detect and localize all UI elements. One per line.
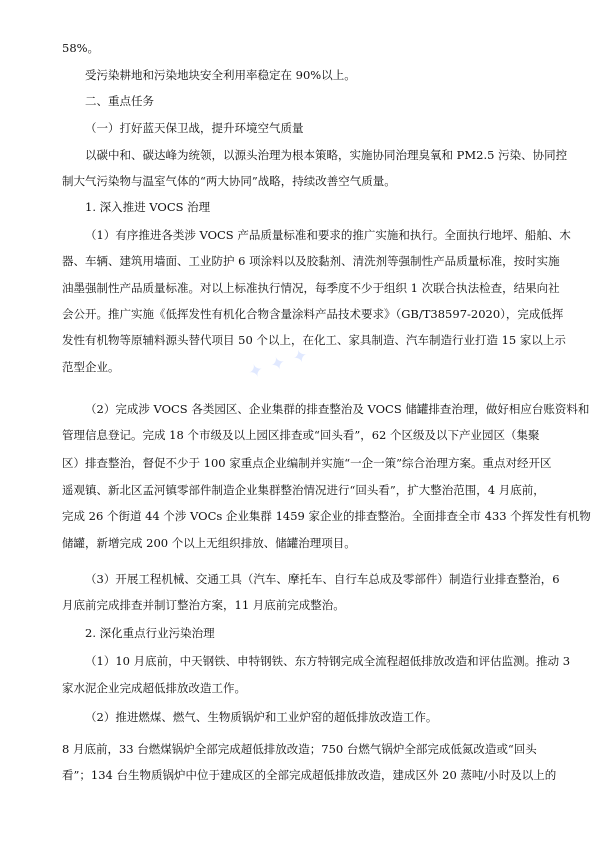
subsection-heading: （一）打好蓝天保卫战，提升环境空气质量 bbox=[85, 121, 304, 135]
text-line: （1）10 月底前，中天钢铁、申特钢铁、东方特钢完成全流程超低排放改造和评估监测。推动 3 bbox=[85, 654, 571, 668]
text-line: （2）推进燃煤、燃气、生物质锅炉和工业炉窑的超低排放改造工作。 bbox=[85, 710, 438, 724]
item-heading: 1. 深入推进 VOCS 治理 bbox=[85, 200, 211, 214]
text-line: 器、车辆、建筑用墙面、工业防护 6 项涂料以及胶黏剂、清洗剂等强制性产品质量标准，按时实施 bbox=[62, 254, 560, 268]
text-line: 以碳中和、碳达峰为统领，以源头治理为根本策略，实施协同治理臭氧和 PM2.5 污染、协同控 bbox=[85, 148, 568, 162]
text-line: 储罐，新增完成 200 个以上无组织排放、储罐治理项目。 bbox=[62, 536, 356, 550]
text-line: 发性有机物等原辅料源头替代项目 50 个以上，在化工、家具制造、汽车制造行业打造 15 家以上示 bbox=[62, 333, 566, 347]
text-line: 范型企业。 bbox=[62, 360, 120, 374]
text-line: 油墨强制性产品质量标准。对以上标准执行情况，每季度不少于组织 1 次联合执法检查，结果向社 bbox=[62, 281, 560, 295]
text-line: 完成 26 个街道 44 个涉 VOCs 企业集群 1459 家企业的排查整治。全面排查全市 433 个挥发性有机物 bbox=[62, 509, 591, 523]
text-line: （1）有序推进各类涉 VOCS 产品质量标准和要求的推广实施和执行。全面执行地坪、船舶、木 bbox=[85, 228, 571, 242]
text-line: 家水泥企业完成超低排放改造工作。 bbox=[62, 681, 246, 695]
text-line: 遥观镇、新北区孟河镇零部件制造企业集群整治情况进行“回头看”，扩大整治范围，4 月底前， bbox=[62, 483, 545, 497]
text-line: 58%。 bbox=[62, 41, 100, 55]
text-line: 看”；134 台生物质锅炉中位于建成区的全部完成超低排放改造，建成区外 20 蒸吨/小时及以上的 bbox=[62, 768, 557, 782]
item-heading: 2. 深化重点行业污染治理 bbox=[85, 626, 215, 640]
text-line: 制大气污染物与温室气体的“两大协同”战略，持续改善空气质量。 bbox=[62, 174, 396, 188]
text-line: 区）排查整治，督促不少于 100 家重点企业编制并实施“一企一策”综合治理方案。重点对经开区 bbox=[62, 456, 552, 470]
text-line: 会公开。推广实施《低挥发性有机化合物含量涂料产品技术要求》（GB/T38597-2020），完成低挥 bbox=[62, 307, 564, 321]
text-line: 受污染耕地和污染地块安全利用率稳定在 90%以上。 bbox=[85, 68, 356, 82]
text-line: （2）完成涉 VOCS 各类园区、企业集群的排查整治及 VOCS 储罐排查治理，做好相应台账资料和 bbox=[85, 402, 590, 416]
section-heading: 二、重点任务 bbox=[85, 94, 154, 108]
watermark-logo: ✦ ✦ ✦ bbox=[245, 344, 312, 384]
text-line: （3）开展工程机械、交通工具（汽车、摩托车、自行车总成及零部件）制造行业排查整治，6 bbox=[85, 572, 560, 586]
text-line: 月底前完成排查并制订整治方案，11 月底前完成整治。 bbox=[62, 598, 345, 612]
text-line: 管理信息登记。完成 18 个市级及以上园区排查或“回头看”，62 个区级及以下产业园区（集聚 bbox=[62, 428, 540, 442]
text-line: 8 月底前，33 台燃煤锅炉全部完成超低排放改造；750 台燃气锅炉全部完成低氮改造或“回头 bbox=[62, 742, 537, 756]
